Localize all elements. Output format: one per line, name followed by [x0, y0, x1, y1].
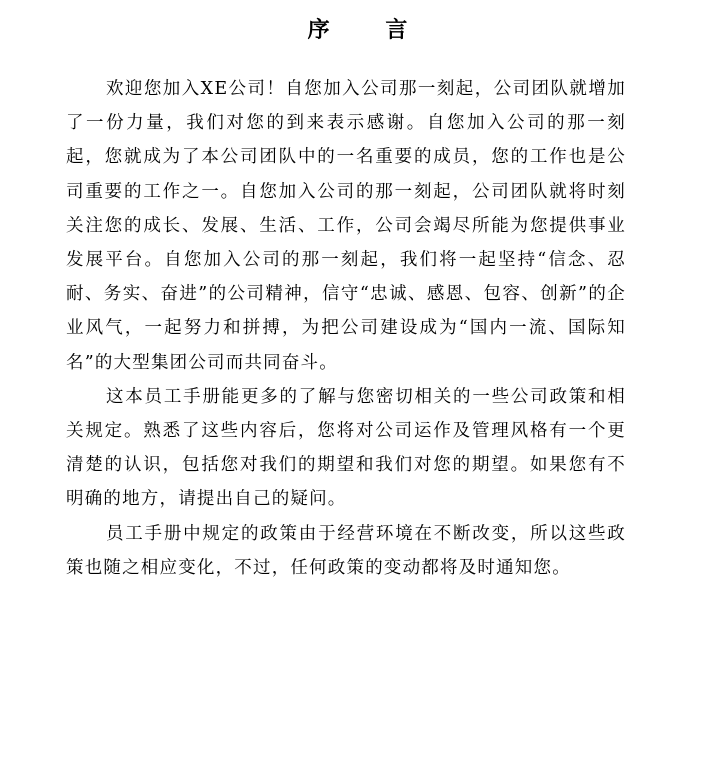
paragraph-welcome: 欢迎您加入XE公司！自您加入公司那一刻起，公司团队就增加了一份力量，我们对您的到来表示感谢。自您加入公司的那一刻起，您就成为了本公司团队中的一名重要的成员，您的工作也是公司重要的工作之一。自您加入公司的那一刻起，公司团队就将时刻关注您的成长、发展、生活、工作，公司会竭尽所能为您提供事业发展平台。自您加入公司的那一刻起，我们将一起坚持“信念、忍耐、务实、奋进”的公司精神，信守“忠诚、感恩、包容、创新”的企业风气，一起努力和拼搏，为把公司建设成为“国内一流、国际知名”的大型集团公司而共同奋斗。: [66, 79, 626, 373]
page-title: 序 言: [307, 17, 432, 43]
paragraph-handbook-purpose: 这本员工手册能更多的了解与您密切相关的一些公司政策和相关规定。熟悉了这些内容后，您将对公司运作及管理风格有一个更清楚的认识，包括您对我们的期望和我们对您的期望。如果您有不明确的地方，请提出自己的疑问。: [66, 386, 626, 510]
document-body: [66, 72, 626, 585]
paragraph-policy-changes: 员工手册中规定的政策由于经营环境在不断改变，所以这些政策也随之相应变化，不过，任何政策的变动都将及时通知您。: [66, 523, 626, 578]
